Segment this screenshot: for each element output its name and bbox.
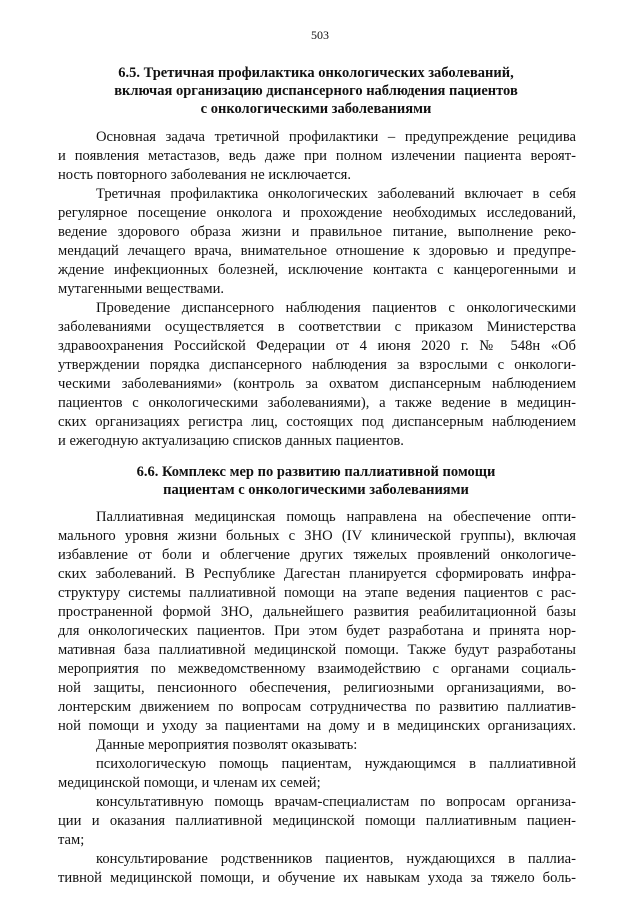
- paragraph-line: ции и оказания паллиативной медицинской помощи паллиативным пациен-: [58, 813, 576, 829]
- paragraph-line: избавление от боли и облегчение других тяжелых проявлений онкологиче-: [58, 547, 576, 563]
- page-number: 503: [311, 28, 329, 42]
- paragraph-line: тивной медицинской помощи, и обучение их навыкам ухода за тяжело боль-: [58, 870, 576, 886]
- paragraph-line: ной защиты, пенсионного обеспечения, религиозными организациями, во-: [58, 680, 576, 696]
- paragraph-line: структуру системы паллиативной помощи на этапе ведения пациентов с рас-: [58, 585, 576, 601]
- paragraph-line: мутагенными веществами.: [58, 281, 225, 297]
- paragraph-line: пространенной формой ЗНО, дальнейшего развития реабилитационной базы: [58, 604, 576, 620]
- paragraph-line: консультирование родственников пациентов, нуждающихся в паллиа-: [96, 851, 576, 867]
- paragraph-line: пациентов с онкологическими заболеваниями), а также ведение в медицин-: [58, 395, 576, 411]
- paragraph-line: Третичная профилактика онкологических заболеваний включает в себя: [96, 186, 576, 202]
- paragraph-line: консультативную помощь врачам-специалистам по вопросам организа-: [96, 794, 576, 810]
- paragraph-line: мероприятия по межведомственному взаимодействию с органами социаль-: [58, 661, 576, 677]
- paragraph-line: мативная база паллиативной медицинской помощи. Также будут разработаны: [58, 642, 576, 658]
- paragraph-line: заболеваниями осуществляется в соответствии с приказом Министерства: [58, 319, 576, 335]
- paragraph-line: для онкологических пациентов. При этом будет разработана и принята нор-: [58, 623, 576, 639]
- paragraph-line: Проведение диспансерного наблюдения пациентов с онкологическими: [96, 300, 576, 316]
- section-6-6-heading: [56, 463, 576, 499]
- paragraph-line: ной помощи и уходу за пациентами на дому и в медицинских организациях.: [58, 718, 576, 734]
- heading-line: 6.6. Комплекс мер по развитию паллиативной помощи: [136, 464, 496, 480]
- paragraph-line: мендаций лечащего врача, внимательное отношение к здоровью и предупре-: [58, 243, 576, 259]
- heading-line: 6.5. Третичная профилактика онкологических заболеваний,: [118, 65, 514, 81]
- paragraph-line: и ежегодную актуализацию списков данных пациентов.: [58, 433, 404, 449]
- heading-line: включая организацию диспансерного наблюдения пациентов: [114, 83, 518, 99]
- paragraph-line: медицинской помощи, и членам их семей;: [58, 775, 321, 791]
- paragraph-line: ских заболеваний. В Республике Дагестан планируется сформировать инфра-: [58, 566, 576, 582]
- section-6-5-heading: [56, 64, 576, 118]
- paragraph-line: лонтерским движением по вопросам сотрудничества по развитию паллиатив-: [58, 699, 576, 715]
- paragraph-line: Паллиативная медицинская помощь направлена на обеспечение опти-: [96, 509, 576, 525]
- paragraph-line: регулярное посещение онколога и прохождение необходимых исследований,: [58, 205, 576, 221]
- paragraph-line: Данные мероприятия позволят оказывать:: [96, 737, 358, 753]
- paragraph-line: мального уровня жизни больных с ЗНО (IV клинической группы), включая: [58, 528, 576, 544]
- paragraph-line: Основная задача третичной профилактики – предупреждение рецидива: [96, 129, 576, 145]
- paragraph-line: ность повторного заболевания не исключается.: [58, 167, 352, 183]
- paragraph-line: психологическую помощь пациентам, нуждающимся в паллиативной: [96, 756, 576, 772]
- paragraph-line: ских организациях регистра лиц, состоящих под диспансерным наблюдением: [58, 414, 576, 430]
- paragraph-line: утверждении порядка диспансерного наблюдения за взрослыми с онкологи-: [58, 357, 576, 373]
- heading-line: пациентам с онкологическими заболеваниями: [163, 482, 469, 498]
- paragraph-line: ческими заболеваниями» (контроль за охватом диспансерным наблюдением: [58, 376, 576, 392]
- heading-line: с онкологическими заболеваниями: [200, 101, 432, 117]
- paragraph-line: там;: [58, 832, 85, 848]
- paragraph-line: ведение здорового образа жизни и правильное питание, выполнение реко-: [58, 224, 576, 240]
- paragraph-line: и появления метастазов, ведь даже при полном излечении пациента вероят-: [58, 148, 576, 164]
- paragraph-line: здравоохранения Российской Федерации от 4 июня 2020 г. № 548н «Об: [58, 338, 576, 354]
- paragraph-line: ждение инфекционных болезней, исключение контакта с канцерогенными и: [58, 262, 576, 278]
